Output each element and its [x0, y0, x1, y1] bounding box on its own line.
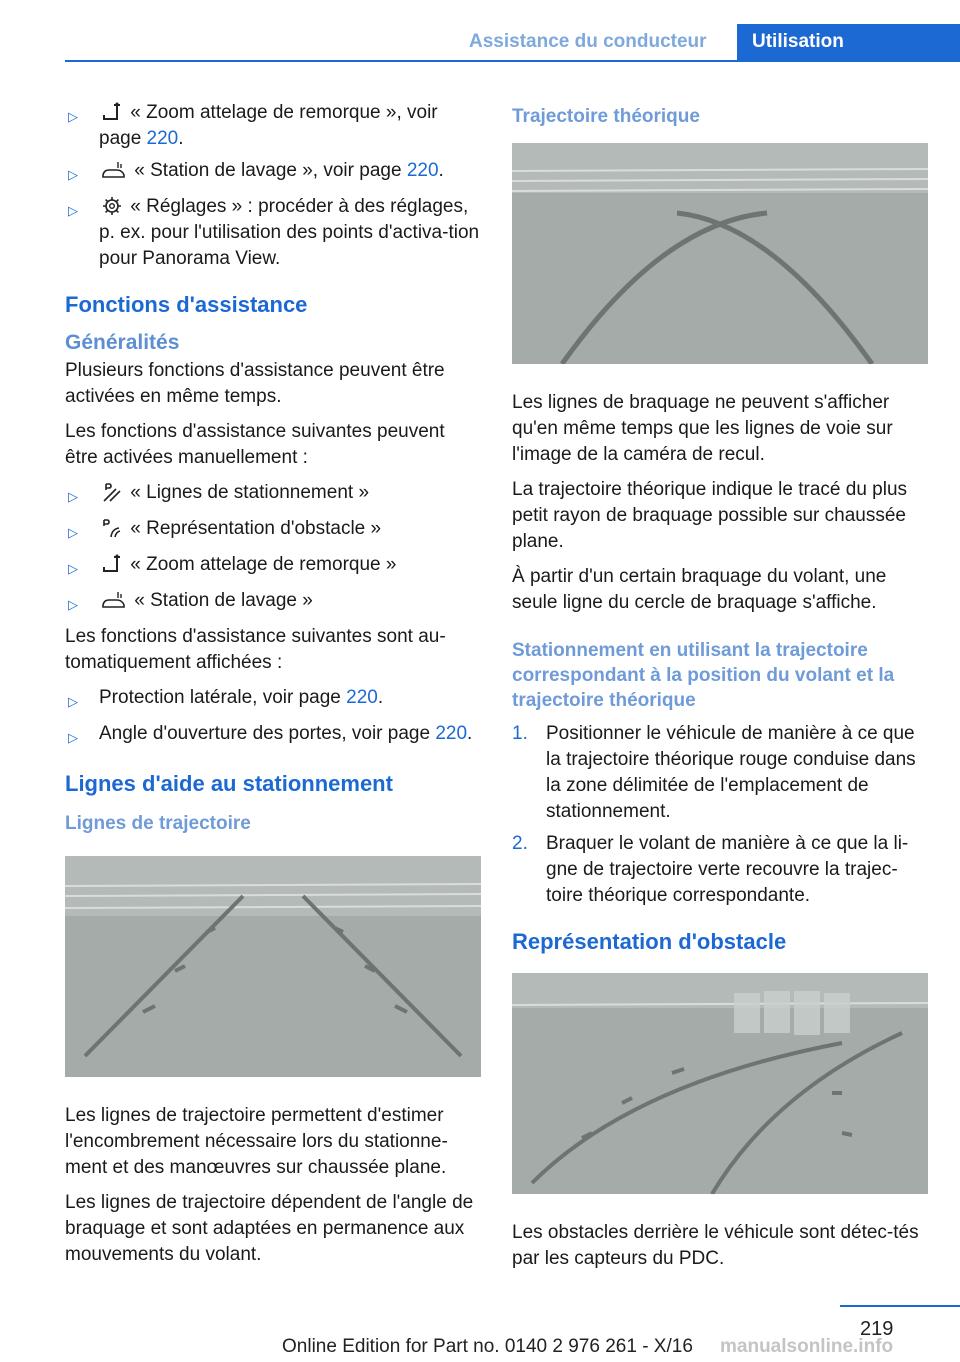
list-item	[65, 516, 481, 546]
bullet-triangle-icon: ▷	[68, 694, 78, 709]
theoretical-trajectory-figure	[512, 143, 928, 364]
page-link[interactable]: 220	[346, 687, 378, 708]
list-item	[65, 552, 481, 582]
paragraph: Les lignes de trajectoire dépendent de l'angle de braquage et sont adaptées en permanence aux mouvements du volant.	[65, 1192, 474, 1265]
heading-lignes-aide: Lignes d'aide au stationnement	[65, 771, 393, 796]
trajectory-lines-figure	[65, 856, 481, 1077]
list-item-text: « Représentation d'obstacle »	[130, 518, 382, 539]
paragraph: À partir d'un certain braquage du volant, une seule ligne du cercle de braquage s'affiche.	[512, 566, 887, 613]
list-item	[65, 588, 481, 618]
page-link[interactable]: 220	[435, 723, 468, 744]
paragraph: Les lignes de trajectoire permettent d'estimer l'encombrement nécessaire lors du stationne-ment et des manœuvres sur chaussée plane.	[65, 1105, 448, 1178]
parking-lines-icon	[101, 482, 123, 502]
bullet-triangle-icon: ▷	[68, 203, 78, 218]
footer-divider	[840, 1305, 960, 1307]
heading-generalites: Généralités	[65, 331, 180, 354]
page-link[interactable]: 220	[406, 160, 439, 181]
bullet-triangle-icon: ▷	[68, 730, 78, 745]
step-text: Braquer le volant de manière à ce que la li-gne de trajectoire verte recouvre la trajec-toire théorique correspondante.	[546, 833, 909, 906]
paragraph: Les obstacles derrière le véhicule sont détec-tés par les capteurs du PDC.	[512, 1222, 919, 1269]
right-column	[512, 100, 930, 1281]
paragraph: Plusieurs fonctions d'assistance peuvent être activées en même temps.	[65, 360, 445, 407]
paragraph: Les fonctions d'assistance suivantes peuvent être activées manuellement :	[65, 421, 445, 468]
numbered-step	[512, 831, 930, 909]
list-item-text: « Réglages » : procéder à des réglages, p. ex. pour l'utilisation des points d'activa-tion pour Panorama View.	[99, 196, 480, 269]
list-item	[65, 158, 481, 188]
list-item-text: « Station de lavage », voir page	[134, 160, 407, 181]
bullet-triangle-icon: ▷	[68, 597, 78, 612]
list-item-text: « Lignes de stationnement »	[130, 482, 370, 503]
paragraph: Les lignes de braquage ne peuvent s'afficher qu'en même temps que les lignes de voie sur l'image de la caméra de recul.	[512, 392, 893, 465]
list-item-punct: .	[178, 128, 184, 149]
list-item-punct: .	[467, 723, 473, 744]
list-item	[65, 685, 481, 715]
list-item	[65, 480, 481, 510]
heading-stationnement: Stationnement en utilisant la trajectoire correspondant à la position du volant et la trajectoire théorique	[512, 640, 895, 711]
numbered-step	[512, 721, 930, 825]
bullet-triangle-icon: ▷	[68, 109, 78, 124]
list-item-text: « Station de lavage »	[134, 590, 313, 611]
list-item	[65, 194, 481, 272]
list-item	[65, 721, 481, 751]
heading-representation-obstacle: Représentation d'obstacle	[512, 929, 787, 954]
trailer-hitch-zoom-icon	[101, 554, 123, 574]
bullet-triangle-icon: ▷	[68, 489, 78, 504]
bullet-triangle-icon: ▷	[68, 561, 78, 576]
step-number: 2.	[512, 833, 528, 854]
list-item-text: Angle d'ouverture des portes, voir page	[99, 723, 436, 744]
bullet-triangle-icon: ▷	[68, 525, 78, 540]
left-column	[65, 100, 481, 1277]
obstacle-icon	[101, 518, 123, 538]
bullet-triangle-icon: ▷	[68, 167, 78, 182]
watermark: manualsonline.info	[720, 1336, 894, 1357]
list-item-text: « Zoom attelage de remorque », voir page	[99, 102, 438, 149]
step-number: 1.	[512, 723, 528, 744]
list-item-text: « Zoom attelage de remorque »	[130, 554, 397, 575]
list-item-punct: .	[377, 687, 384, 708]
paragraph: Les fonctions d'assistance suivantes sont au-tomatiquement affichées :	[65, 626, 446, 673]
page-number: 219	[860, 1318, 894, 1340]
step-text: Positionner le véhicule de manière à ce que la trajectoire théorique rouge conduise dans la zone délimitée de l'emplacement de stationnement.	[546, 723, 916, 822]
obstacle-figure	[512, 973, 928, 1194]
header-tab-utilisation[interactable]: Utilisation	[737, 24, 960, 62]
list-item-punct: .	[438, 160, 444, 181]
page-link[interactable]: 220	[146, 128, 179, 149]
paragraph: La trajectoire théorique indique le tracé du plus petit rayon de braquage possible sur chaussée plane.	[512, 479, 908, 552]
heading-trajectoire-theorique: Trajectoire théorique	[512, 106, 700, 127]
list-item-text: Protection latérale, voir page	[99, 687, 347, 708]
gear-icon	[101, 196, 123, 216]
list-item	[65, 100, 481, 152]
heading-lignes-trajectoire: Lignes de trajectoire	[65, 813, 251, 834]
car-wash-icon	[101, 160, 127, 180]
header-divider	[65, 60, 960, 62]
footer-edition: Online Edition for Part no. 0140 2 976 261 - X/16	[282, 1336, 693, 1357]
trailer-hitch-zoom-icon	[101, 102, 123, 122]
heading-fonctions-assistance: Fonctions d'assistance	[65, 292, 308, 317]
header-section-title: Assistance du conducteur	[469, 31, 707, 52]
car-wash-icon	[101, 590, 127, 610]
